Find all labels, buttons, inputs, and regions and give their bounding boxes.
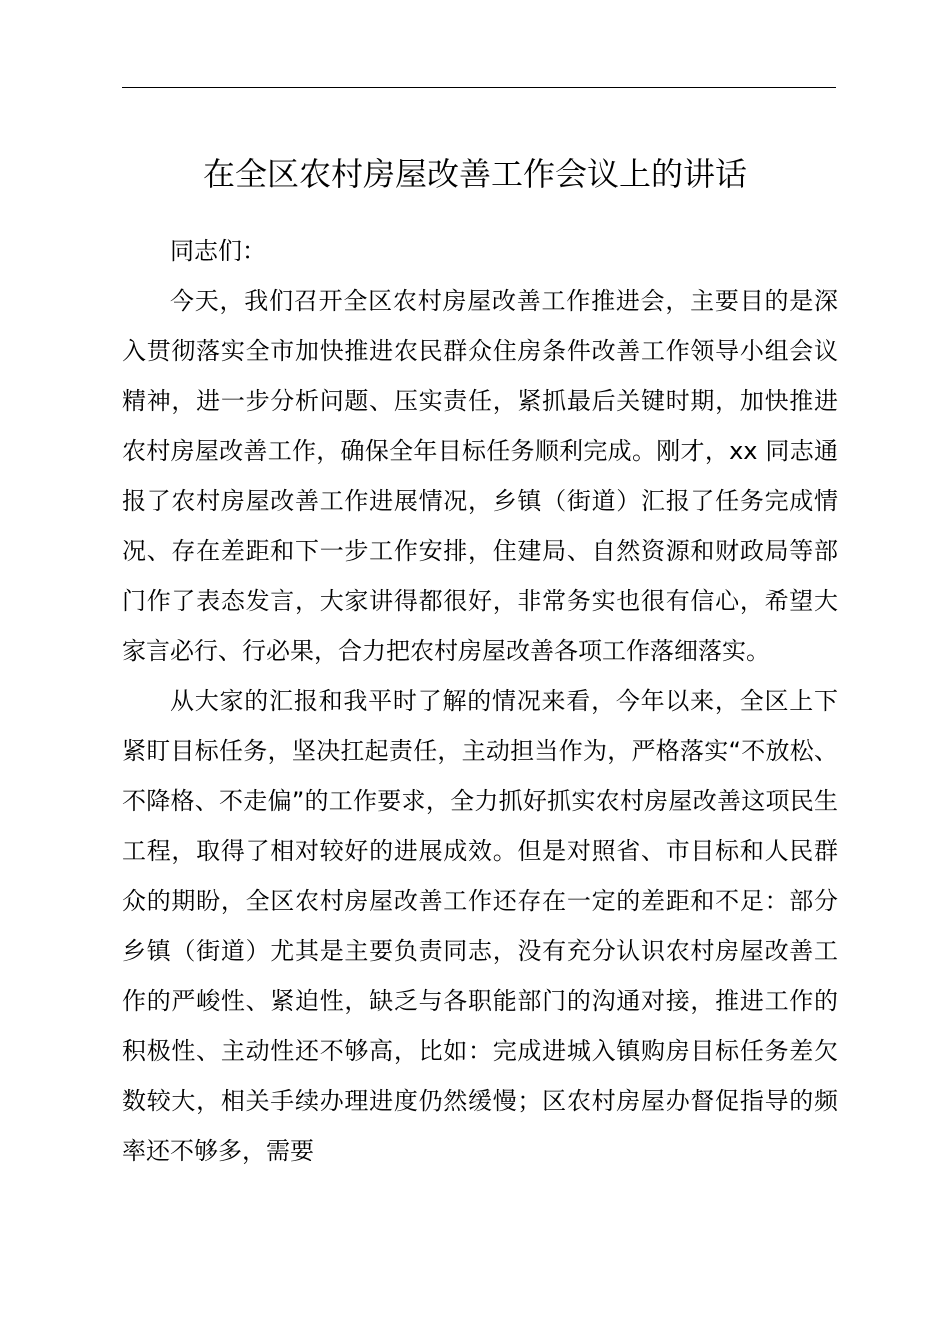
document-title: 在全区农村房屋改善工作会议上的讲话 (202, 155, 747, 193)
header-rule (122, 87, 836, 88)
paragraph-1: 今天，我们召开全区农村房屋改善工作推进会，主要目的是深入贯彻落实全市加快推进农民群众住房条件改善工作领导小组会议精神，进一步分析问题、压实责任，紧抓最后关键时期，加快推进农村房屋改善工作，确保全年目标任务顺利完成。刚才，xx 同志通报了农村房屋改善工作进展情况，乡镇（街道）汇报了任务完成情况、存在差距和下一步工作安排，住建局、自然资源和财政局等部门作了表态发言，大家讲得都很好，非常务实也很有信心，希望大家言必行、行必果，合力把农村房屋改善各项工作落细落实。 (122, 287, 838, 665)
paragraph-2: 从大家的汇报和我平时了解的情况来看，今年以来，全区上下紧盯目标任务，坚决扛起责任，主动担当作为，严格落实“不放松、不降格、不走偏”的工作要求，全力抓好抓实农村房屋改善这项民生工程，取得了相对较好的进展成效。但是对照省、市目标和人民群众的期盼，全区农村房屋改善工作还存在一定的差距和不足：部分乡镇（街道）尤其是主要负责同志，没有充分认识农村房屋改善工作的严峻性、紧迫性，缺乏与各职能部门的沟通对接，推进工作的积极性、主动性还不够高，比如：完成进城入镇购房目标任务差欠数较大，相关手续办理进度仍然缓慢；区农村房屋办督促指导的频率还不够多，需要 (122, 687, 838, 1165)
greeting: 同志们： (170, 237, 266, 265)
document-body (122, 226, 838, 1176)
